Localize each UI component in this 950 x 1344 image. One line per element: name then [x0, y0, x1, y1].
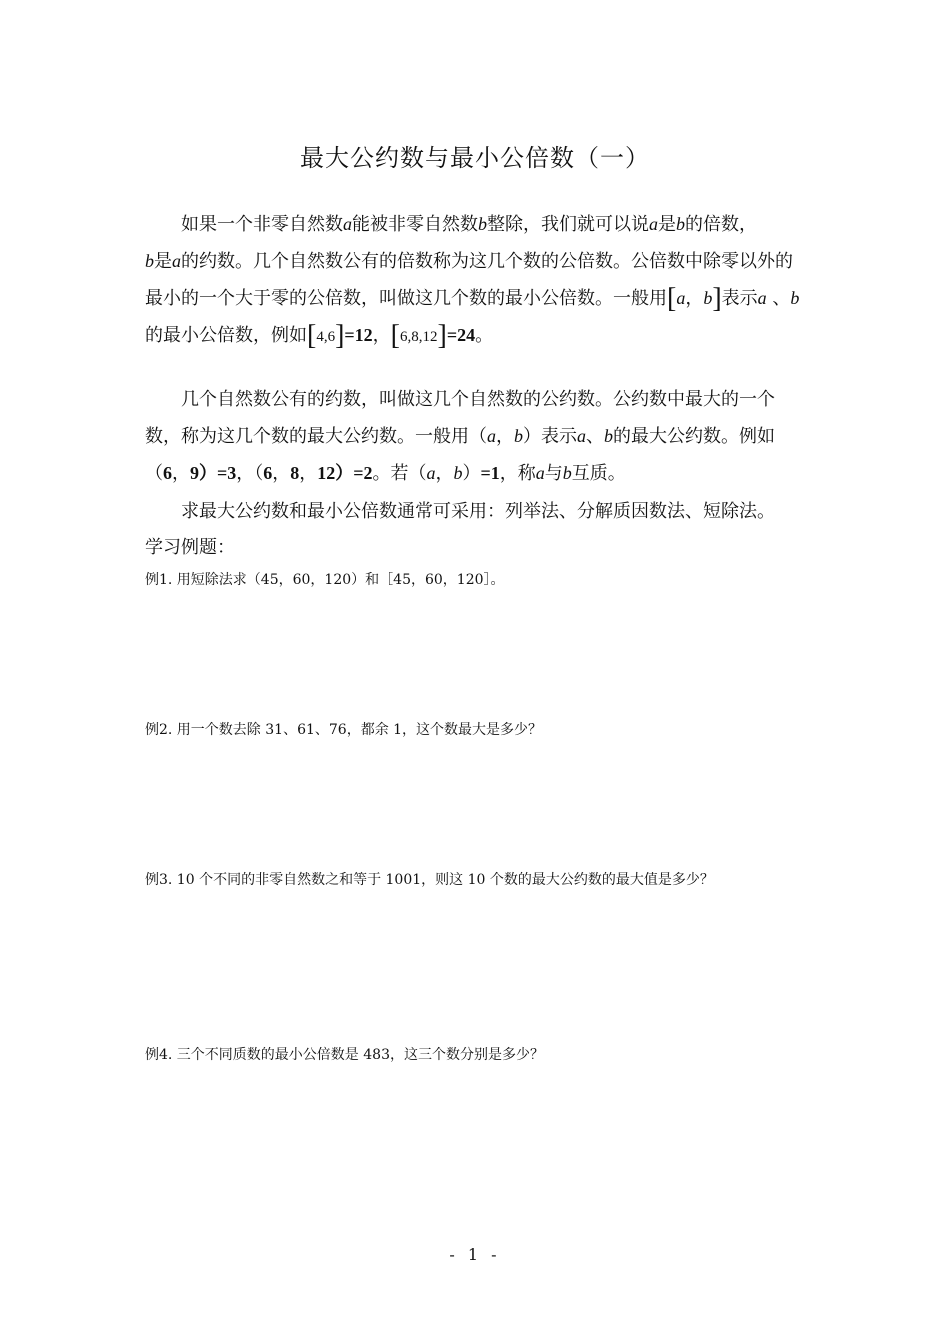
example-2: 例2. 用一个数去除 31、61、76，都余 1，这个数最大是多少？ [145, 722, 543, 738]
paragraph-gcd-definition: 几个自然数公有的约数，叫做这几个自然数的公约数。公约数中最大的一个数，称为这几个数的最大公约数。一般用（a，b）表示a、b的最大公约数。例如（6，9）=3，（6，8，12）=2。若（a，b）=1，称a与b互质。 [145, 389, 775, 484]
page-number: - 1 - [449, 1245, 501, 1264]
example-4: 例4. 三个不同质数的最小公倍数是 483，这三个数分别是多少？ [145, 1047, 544, 1063]
example-1: 例1. 用短除法求（45，60，120）和［45，60，120］。 [145, 572, 505, 588]
paragraph-lcm-definition: 如果一个非零自然数a能被非零自然数b整除，我们就可以说a是b的倍数， b是a的约数。几个自然数公有的倍数称为这几个数的公倍数。公倍数中除零以外的最小的一个大于零的公倍数，叫做这几个数的最小公倍数。一般用[a，b]表示a 、b的最小公倍数，例如[4,6]=12，[6,8,12]=24。 [145, 214, 800, 351]
paragraph-methods: 求最大公约数和最小公倍数通常可采用：列举法、分解质因数法、短除法。 学习例题： [145, 501, 775, 558]
example-3: 例3. 10 个不同的非零自然数之和等于 1001，则这 10 个数的最大公约数的最大值是多少？ [145, 872, 714, 888]
page-title: 最大公约数与最小公倍数（一） [300, 144, 650, 172]
